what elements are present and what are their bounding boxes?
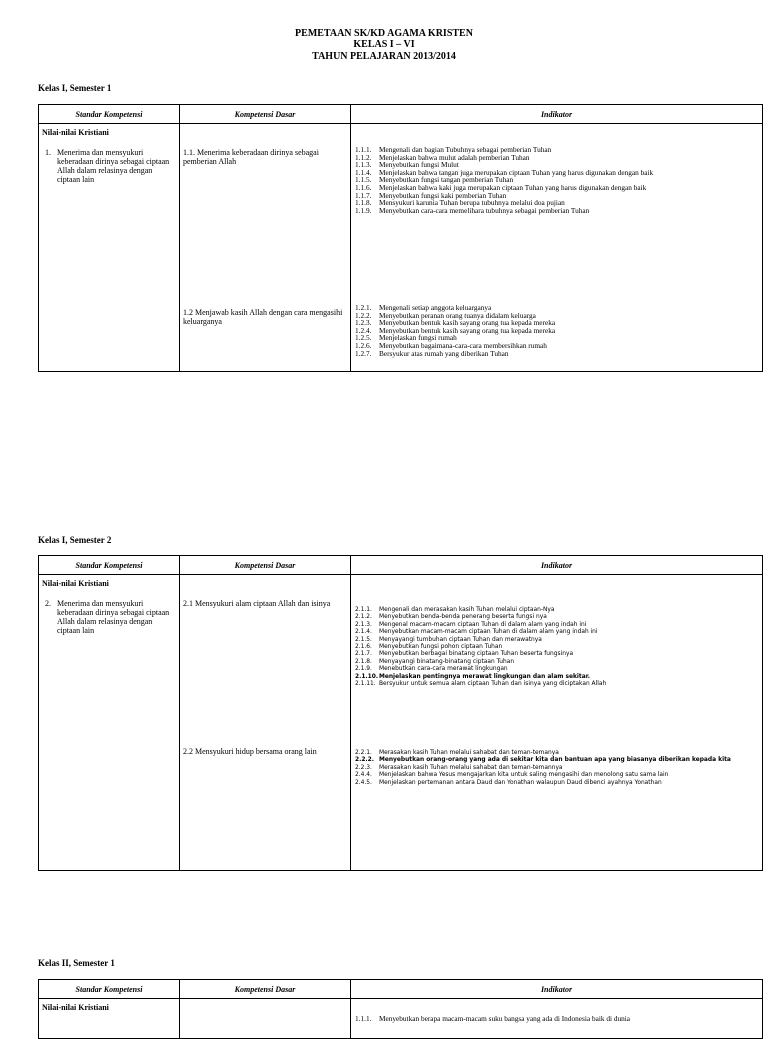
indicator-text: Menyebutkan berapa macam-macam suku bangsa yang ada di Indonesia baik di dunia xyxy=(379,1014,631,1023)
section-label: Kelas I, Semester 2 xyxy=(38,535,112,545)
indicator-number: 1.1.9. xyxy=(355,205,372,215)
indicator-text: Mengenali dan bagian Tubuhnya sebagai pemberian Tuhan xyxy=(379,145,552,154)
mapping-table xyxy=(38,979,763,1039)
sk-number: 2. xyxy=(45,599,51,608)
indicator-text: Menjelaskan fungsi rumah xyxy=(379,333,457,343)
indicator-number: 2.1.1. xyxy=(355,607,372,613)
indicator-item xyxy=(355,674,759,681)
indicator-number: 2.1.6. xyxy=(355,644,372,651)
indicator-text: Menjelaskan bahwa Yesus mengajarkan kita untuk saling mengasihi dan menolong satu sama lain xyxy=(379,772,669,779)
sk-cell xyxy=(39,124,180,372)
indicator-item xyxy=(355,681,759,688)
document-subtitle-year: TAHUN PELAJARAN 2013/2014 xyxy=(312,51,456,62)
indicator-number: 2.1.7. xyxy=(355,651,372,658)
indicator-number: 2.1.3. xyxy=(355,621,372,628)
section-label: Kelas II, Semester 1 xyxy=(38,958,115,968)
indicator-number: 2.2.3. xyxy=(355,764,372,771)
indicator-text: Mensyukuri karunia Tuhan berupa tubuhnya melalui doa pujian xyxy=(379,198,565,208)
indicator-text: Menyebutkan fungsi Mulut xyxy=(379,160,459,170)
indicator-item xyxy=(355,350,759,358)
indicator-item xyxy=(355,659,759,666)
column-header-indikator: Indikator xyxy=(351,980,763,999)
indicator-number: 1.1.2. xyxy=(355,152,372,162)
sk-item xyxy=(45,148,173,184)
indicator-number: 2.4.4. xyxy=(355,772,372,779)
indicator-text: Menjelaskan bahwa kaki juga merupakan ciptaan Tuhan yang harus digunakan dengan baik xyxy=(379,182,647,192)
indicator-number: 1.2.6. xyxy=(355,340,372,350)
indicator-number: 1.2.3. xyxy=(355,318,372,328)
document-subtitle-class: KELAS I – VI xyxy=(353,39,415,50)
indicator-text: Menyayangi tumbuhan ciptaan Tuhan dan merawatnya xyxy=(379,636,542,643)
indicator-item xyxy=(355,765,759,772)
indicator-text: Menyebutkan cara-cara memelihara tubuhnya sebagai pemberian Tuhan xyxy=(379,205,590,215)
indicator-item xyxy=(355,644,759,651)
indicator-number: 1.2.7. xyxy=(355,348,372,358)
column-header-sk: Standar Kompetensi xyxy=(39,980,180,999)
indicator-text: Menyebutkan fungsi pohon ciptaan Tuhan xyxy=(379,644,503,651)
indicator-list xyxy=(355,146,759,214)
indicator-text: Mengenali dan merasakan kasih Tuhan melalui ciptaan-Nya xyxy=(379,607,555,613)
indicator-number: 1.1.6. xyxy=(355,182,372,192)
indicator-item xyxy=(355,780,759,787)
sk-item xyxy=(45,599,173,635)
nilai-heading: Nilai-nilai Kristiani xyxy=(42,1003,109,1012)
indicator-number: 1.2.2. xyxy=(355,310,372,320)
column-header-indikator: Indikator xyxy=(351,105,763,124)
indicator-number: 2.2.2. xyxy=(355,757,375,764)
mapping-table xyxy=(38,104,763,372)
indicator-number: 1.1.4. xyxy=(355,167,372,177)
indicator-item xyxy=(355,637,759,644)
indicator-text: Menyebutkan bentuk kasih sayang orang tua kepada mereka xyxy=(379,325,556,335)
kd-cell xyxy=(180,575,351,871)
column-header-indikator: Indikator xyxy=(351,556,763,575)
indicator-text: Merasakan kasih Tuhan melalui sahabat dan teman-temanya xyxy=(379,750,559,756)
indicator-number: 2.4.5. xyxy=(355,779,372,786)
sk-cell xyxy=(39,999,180,1039)
indicator-number: 1.1.3. xyxy=(355,160,372,170)
indicator-number: 1.1.1. xyxy=(355,145,372,154)
mapping-table xyxy=(38,555,763,871)
indicator-item xyxy=(355,614,759,621)
indicator-item xyxy=(355,207,759,215)
indicator-text: Mengenali setiap anggota keluarganya xyxy=(379,303,492,312)
column-header-kd: Kompetensi Dasar xyxy=(180,980,351,999)
indicator-item xyxy=(355,750,759,757)
column-header-sk: Standar Kompetensi xyxy=(39,556,180,575)
kd-cell xyxy=(180,999,351,1039)
indicator-number: 2.1.4. xyxy=(355,629,372,636)
indicator-number: 2.1.8. xyxy=(355,658,372,665)
indicator-item xyxy=(355,772,759,779)
indicator-cell xyxy=(351,575,763,871)
indicator-cell xyxy=(351,999,763,1039)
indicator-list xyxy=(355,1015,759,1023)
indicator-number: 1.2.4. xyxy=(355,325,372,335)
column-header-kd: Kompetensi Dasar xyxy=(180,556,351,575)
column-header-kd: Kompetensi Dasar xyxy=(180,105,351,124)
indicator-text: Menyebutkan peranan orang tuanya didalam keluarga xyxy=(379,310,536,320)
column-header-sk: Standar Kompetensi xyxy=(39,105,180,124)
indicator-number: 2.1.10. xyxy=(355,673,379,680)
indicator-number: 1.1.8. xyxy=(355,198,372,208)
sk-text: Menerima dan mensyukuri keberadaan dirinya sebagai ciptaan Allah dalam relasinya dengan ciptaan lain xyxy=(57,599,170,635)
indicator-text: Bersyukur untuk semua alam ciptaan Tuhan dan isinya yang diciptakan Allah xyxy=(379,681,607,688)
indicator-text: Menyebutkan fungsi kaki pemberian Tuhan xyxy=(379,190,507,200)
indicator-item xyxy=(355,666,759,673)
section-label: Kelas I, Semester 1 xyxy=(38,83,112,93)
indicator-text: Menjelaskan pentingnya merawat lingkungan dan alam sekitar. xyxy=(379,673,591,680)
indicator-number: 2.2.1. xyxy=(355,750,372,756)
indicator-text: Menyebutkan orang-orang yang ada di sekitar kita dan bantuan apa yang biasanya diberikan kepada kita xyxy=(379,757,731,764)
indicator-number: 2.1.9. xyxy=(355,666,372,673)
indicator-number: 2.1.5. xyxy=(355,636,372,643)
nilai-heading: Nilai-nilai Kristiani xyxy=(42,579,109,588)
indicator-text: Mengenal macam-macam ciptaan Tuhan di dalam alam yang indah ini xyxy=(379,621,587,628)
indicator-text: Merasakan kasih Tuhan melalui sahabat dan teman-temannya xyxy=(379,764,563,771)
indicator-list xyxy=(355,607,759,688)
indicator-text: Menyebutkan fungsi tangan pemberian Tuhan xyxy=(379,175,514,185)
indicator-number: 1.1.5. xyxy=(355,175,372,185)
indicator-number: 2.1.11. xyxy=(355,681,376,688)
document-title: PEMETAAN SK/KD AGAMA KRISTEN xyxy=(295,28,473,39)
indicator-item xyxy=(355,757,759,764)
indicator-number: 1.2.5. xyxy=(355,333,372,343)
indicator-text: Menjelaskan bahwa tangan juga merupakan ciptaan Tuhan yang harus digunakan dengan baik xyxy=(379,167,654,177)
indicator-cell xyxy=(351,124,763,372)
indicator-number: 2.1.2. xyxy=(355,614,372,621)
indicator-item xyxy=(355,629,759,636)
kd-item: 1.1. Menerima keberadaan dirinya sebagai pemberian Allah xyxy=(183,148,319,166)
indicator-list xyxy=(355,750,759,787)
sk-number: 1. xyxy=(45,148,51,157)
indicator-item xyxy=(355,1015,759,1023)
nilai-heading: Nilai-nilai Kristiani xyxy=(42,128,109,137)
kd-cell xyxy=(180,124,351,372)
indicator-text: Bersyukur atas rumah yang diberikan Tuhan xyxy=(379,348,509,358)
indicator-text: Menjelaskan pertemanan antara Daud dan Yonathan walaupun Daud dibenci ayahnya Yonathan xyxy=(379,779,662,786)
kd-item: 2.1 Mensyukuri alam ciptaan Allah dan isinya xyxy=(183,599,331,608)
indicator-item xyxy=(355,651,759,658)
sk-text: Menerima dan mensyukuri keberadaan dirinya sebagai ciptaan Allah dalam relasinya dengan ciptaan lain xyxy=(57,148,170,184)
indicator-number: 1.2.1. xyxy=(355,303,372,312)
indicator-number: 1.1.7. xyxy=(355,190,372,200)
indicator-text: Menebutkan cara-cara merawat lingkungan xyxy=(379,666,508,673)
indicator-text: Menyebutkan berbagai binatang ciptaan Tuhan beserta fungsinya xyxy=(379,651,574,658)
indicator-text: Menyayangi binatang-binatang ciptaan Tuhan xyxy=(379,658,515,665)
indicator-text: Menyebutkan benda-benda penerang beserta fungsi nya xyxy=(379,614,547,621)
kd-item: 2.2 Mensyukuri hidup bersama orang lain xyxy=(183,747,317,756)
indicator-item xyxy=(355,607,759,614)
sk-cell xyxy=(39,575,180,871)
indicator-list xyxy=(355,304,759,357)
indicator-text: Menyebutkan macam-macam ciptaan Tuhan di dalam alam yang indah ini xyxy=(379,629,598,636)
indicator-text: Menyebutkan bagaimana-cara-cara membersihkan rumah xyxy=(379,340,547,350)
indicator-text: Menjelaskan bahwa mulut adalah pemberian Tuhan xyxy=(379,152,530,162)
indicator-item xyxy=(355,622,759,629)
kd-item: 1.2 Menjawab kasih Allah dengan cara mengasihi keluarganya xyxy=(183,308,343,326)
indicator-text: Menyebutkan bentuk kasih sayang orang tua kepada mereka xyxy=(379,318,556,328)
indicator-number: 1.1.1. xyxy=(355,1014,372,1023)
